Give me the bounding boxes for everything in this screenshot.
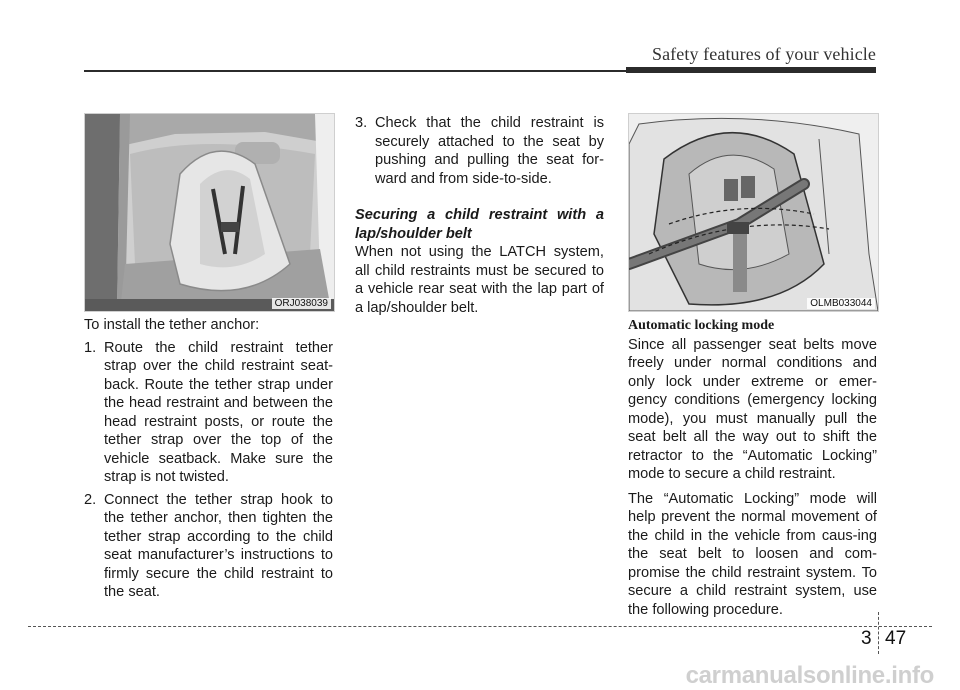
seat-belt-illustration xyxy=(628,113,879,312)
child-seat-photo-drawing xyxy=(85,114,334,311)
seat-belt-illustration-drawing xyxy=(629,114,878,311)
column-left xyxy=(84,316,333,602)
step-1 xyxy=(84,339,333,487)
chapter-number: 3 xyxy=(861,628,872,649)
tether-intro: To install the tether anchor: xyxy=(84,317,260,333)
step-2 xyxy=(84,491,333,602)
step-3-text: Check that the child restraint is securely attached to the seat by pushing and pulling the seat for-ward and from side-to-side. xyxy=(375,115,604,187)
page-number: 47 xyxy=(885,628,907,649)
step-2-text: Connect the tether strap hook to the tether anchor, then tighten the tether strap according to the child seat manufacturer’s instructions to firmly secure the child restraint to the seat. xyxy=(104,491,333,600)
section-subheading: Securing a child restraint with a lap/shoulder belt xyxy=(355,207,604,242)
figure-code-left: ORJ038039 xyxy=(272,298,331,309)
column-middle xyxy=(355,114,604,317)
step-1-text: Route the child restraint tether strap over the child restraint seat-back. Route the tether strap under the head restraint and between the head restraint posts, or route the tether strap over the top of the vehicle seatback. Make sure the strap is not twisted. xyxy=(104,339,333,485)
site-watermark: carmanualsonline.info xyxy=(685,662,934,689)
automatic-locking-heading: Automatic locking mode xyxy=(628,318,775,333)
page-number-separator xyxy=(878,612,879,654)
column-right xyxy=(628,317,877,619)
step-1-number: 1. xyxy=(84,339,97,356)
child-seat-photo xyxy=(84,113,335,312)
footer-rule xyxy=(28,626,932,627)
step-3-number: 3. xyxy=(355,115,368,131)
figure-code-right: OLMB033044 xyxy=(807,298,875,309)
step-3 xyxy=(355,114,604,188)
latch-paragraph: When not using the LATCH system, all child restraints must be secured to a vehicle rear seat with the lap part of a lap/shoulder belt. xyxy=(355,244,604,316)
automatic-locking-paragraph-2: The “Automatic Locking” mode will help prevent the normal movement of the child in the vehicle from caus-ing the seat belt to loosen and com-promise the child restraint system. To secure a child restraint system, use the following procedure. xyxy=(628,490,877,618)
step-2-number: 2. xyxy=(84,491,97,508)
header-rule-accent xyxy=(626,67,876,73)
page-header-title: Safety features of your vehicle xyxy=(651,44,876,64)
automatic-locking-paragraph-1: Since all passenger seat belts move freely under normal conditions and only lock under extreme or emer-gency conditions (emergency locking mode), you must manually pull the seat belt all the way out to shift the retractor to the “Automatic Locking” mode to secure a child restraint. xyxy=(628,336,877,482)
